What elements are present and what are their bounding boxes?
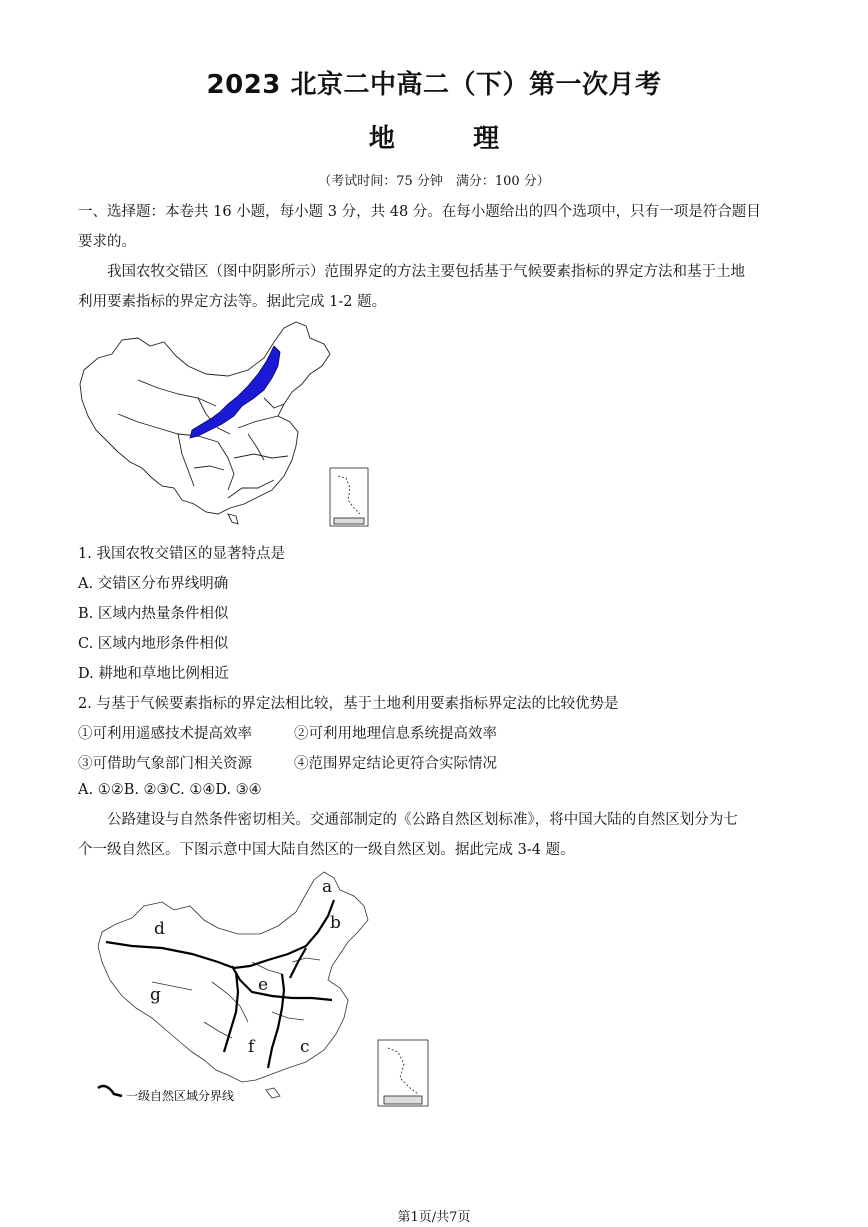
q2-item-1: ①可利用遥感技术提高效率 — [78, 726, 252, 742]
south-china-sea-inset — [378, 1040, 428, 1106]
south-china-sea-inset — [330, 468, 368, 526]
page-title: 2023 北京二中高二（下）第一次月考 — [206, 70, 662, 100]
subject-char-2: 理 — [473, 124, 500, 154]
q1-option-c: C. 区域内地形条件相似 — [78, 636, 229, 652]
passage1-line-2: 利用要素指标的界定方法等。据此完成 1-2 题。 — [78, 294, 387, 310]
q1-option-d: D. 耕地和草地比例相近 — [78, 666, 229, 682]
q1-option-b: B. 区域内热量条件相似 — [78, 606, 229, 622]
q2-item-4: ④范围界定结论更符合实际情况 — [294, 756, 497, 772]
region-label-f: f — [248, 1037, 255, 1057]
exam-info: （考试时间：75 分钟 满分：100 分） — [318, 174, 550, 189]
q1-option-a: A. 交错区分布界线明确 — [78, 576, 229, 592]
china-ecotone-map — [78, 318, 378, 533]
region-label-d: d — [154, 919, 165, 939]
passage1-line-1: 我国农牧交错区（图中阴影所示）范围界定的方法主要包括基于气候要素指标的界定方法和基于土地 — [107, 264, 745, 280]
region-label-e: e — [258, 975, 269, 995]
boundary-line-west — [224, 972, 238, 1052]
q2-item-3: ③可借助气象部门相关资源 — [78, 756, 252, 772]
china-outline — [80, 322, 330, 514]
q2-stem: 2. 与基于气候要素指标的界定法相比较，基于土地利用要素指标界定法的比较优势是 — [78, 696, 619, 712]
boundary-line-south — [268, 974, 284, 1068]
map-legend — [98, 1086, 234, 1103]
boundary-line-middle — [232, 966, 332, 1000]
legend-label: 一级自然区域分界线 — [126, 1089, 235, 1103]
passage2-line-1: 公路建设与自然条件密切相关。交通部制定的《公路自然区划标准》，将中国大陆的自然区划分为七 — [107, 812, 738, 828]
passage2-line-2: 个一级自然区。下图示意中国大陆自然区的一级自然区划。据此完成 3-4 题。 — [78, 842, 575, 858]
ecotone-shaded-region — [190, 346, 280, 438]
q2-options: A. ①②B. ②③C. ①④D. ③④ — [78, 782, 262, 798]
section-heading-line-2: 要求的。 — [78, 234, 136, 250]
subject-char-1: 地 — [368, 124, 395, 154]
subject-title — [0, 118, 868, 155]
legend-line-icon — [98, 1086, 122, 1096]
section-heading-line-1: 一、选择题：本卷共 16 小题，每小题 3 分，共 48 分。在每小题给出的四个选项中，只有一项是符合题目 — [78, 204, 761, 220]
region-label-c: c — [300, 1037, 310, 1057]
q2-item-2: ②可利用地理信息系统提高效率 — [294, 726, 497, 742]
region-label-b: b — [330, 913, 341, 933]
q1-stem: 1. 我国农牧交错区的显著特点是 — [78, 546, 285, 562]
china-outline — [98, 872, 368, 1082]
region-label-g: g — [150, 985, 161, 1005]
natural-regions-map — [92, 862, 442, 1112]
page-number: 第1页/共7页 — [397, 1210, 471, 1225]
region-label-a: a — [322, 877, 333, 897]
